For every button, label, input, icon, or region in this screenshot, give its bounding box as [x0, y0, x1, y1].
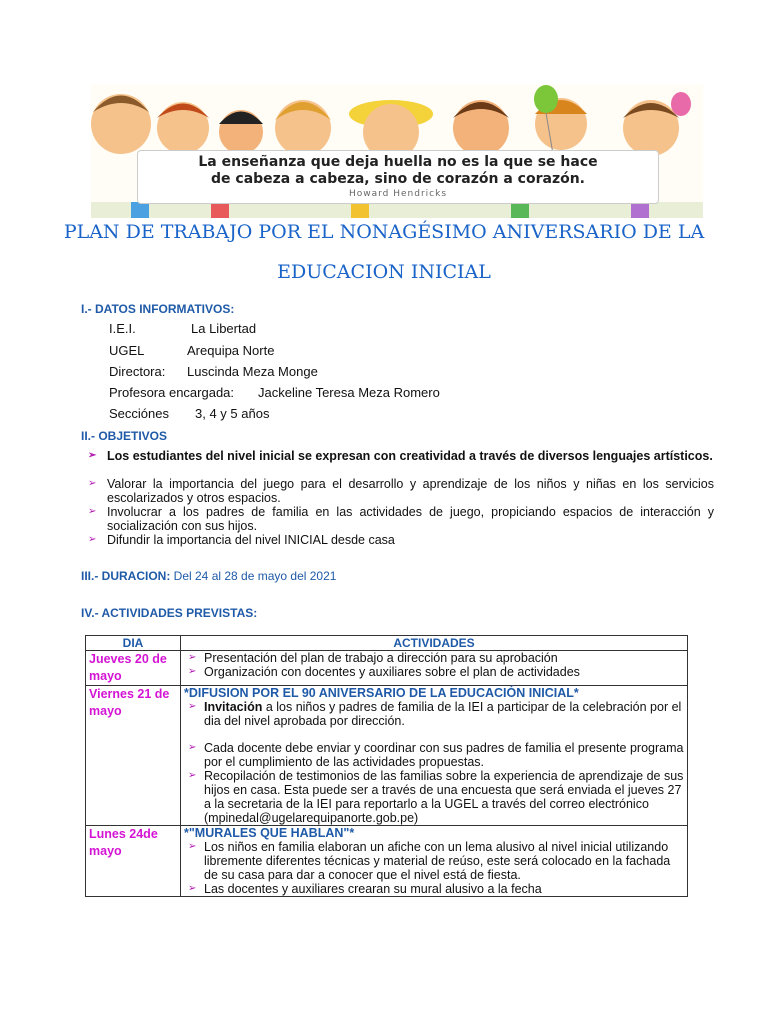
info-value-directora: Luscinda Meza Monge [187, 364, 318, 379]
quote-line-2: de cabeza a cabeza, sino de corazón a corazón. [211, 171, 585, 187]
info-value-profesora: Jackeline Teresa Meza Romero [258, 385, 440, 400]
column-header-actividades: ACTIVIDADES [181, 636, 688, 651]
arrow-bullet-icon: ➢ [188, 701, 197, 712]
activities-cell [181, 651, 688, 686]
column-header-dia: DIA [86, 636, 181, 651]
activities-cell [181, 826, 688, 897]
activities-table [85, 635, 688, 897]
quote-box [137, 150, 659, 204]
list-item: ➢ Cada docente debe enviar y coordinar con sus padres de familia el presente programa por el cumplimiento de las actividades propuestas. [188, 741, 684, 769]
table-row [86, 686, 688, 826]
info-label-profesora: Profesora encargada: [109, 385, 235, 400]
section-heading-actividades: IV.- ACTIVIDADES PREVISTAS: [81, 606, 258, 620]
list-item: ➢ Las docentes y auxiliares crearan su mural alusivo a la fecha [188, 882, 542, 896]
day-cell: Jueves 20 de mayo [86, 651, 181, 686]
arrow-bullet-icon: ➢ [188, 652, 197, 663]
activity-header: *"MURALES QUE HABLAN"* [184, 826, 355, 840]
table-row [86, 826, 688, 897]
arrow-bullet-icon: ➢ [88, 450, 97, 461]
arrow-bullet-icon: ➢ [188, 742, 197, 753]
duracion-value: Del 24 al 28 de mayo del 2021 [173, 569, 337, 583]
quote-line-1: La enseñanza que deja huella no es la que se hace [198, 154, 598, 170]
section-duracion [81, 569, 336, 583]
info-label-secciones: Secciónes [109, 406, 169, 421]
page-title-line-2: EDUCACION INICIAL [277, 261, 491, 283]
section-heading-duracion: III.- DURACION: [81, 569, 171, 583]
list-item: ➢ Presentación del plan de trabajo a dirección para su aprobación [188, 651, 558, 665]
section-heading-datos: I.- DATOS INFORMATIVOS: [81, 302, 235, 316]
banner-image [91, 84, 703, 218]
objective-item: ➢ Involucrar a los padres de familia en las actividades de juego, propiciando espacios de interacción y socialización con sus hijos. [88, 505, 714, 533]
info-label-iei: I.E.I. [109, 321, 136, 336]
arrow-bullet-icon: ➢ [188, 770, 197, 781]
info-value-ugel: Arequipa Norte [187, 343, 275, 358]
list-item: ➢ Recopilación de testimonios de las familias sobre la experiencia de aprendizaje de sus hijos en casa. Esta puede ser a través de una encuesta que será enviada el jueves 27 a la secretaria de la IEI para reportarlo a la UGEL a través del correo electrónico (mpinedal@ugelarequipanorte.gob.pe) [188, 769, 684, 825]
section-heading-objetivos: II.- OBJETIVOS [81, 429, 168, 443]
info-label-ugel: UGEL [109, 343, 145, 358]
activity-header: *DIFUSION POR EL 90 ANIVERSARIO DE LA EDUCACIÓN INICIAL* [184, 686, 579, 700]
list-item: ➢ Los niños en familia elaboran un afiche con un lema alusivo al nivel inicial utilizando libremente diferentes técnicas y material de reúso, este será colocado en la fachada de su casa para dar a conocer que el nivel está de fiesta. [188, 840, 671, 882]
arrow-bullet-icon: ➢ [88, 478, 97, 489]
arrow-bullet-icon: ➢ [88, 506, 97, 517]
info-label-directora: Directora: [109, 364, 166, 379]
objective-item: ➢ Los estudiantes del nivel inicial se expresan con creatividad a través de diversos lenguajes artísticos. [88, 449, 713, 463]
quote-text [138, 154, 658, 188]
table-row [86, 651, 688, 686]
quote-author: Howard Hendricks [348, 189, 448, 199]
day-cell: Lunes 24de mayo [86, 826, 181, 897]
day-cell: Viernes 21 de mayo [86, 686, 181, 826]
arrow-bullet-icon: ➢ [188, 883, 197, 894]
info-value-secciones: 3, 4 y 5 años [195, 406, 270, 421]
list-item: ➢ Invitación a los niños y padres de familia de la IEI a participar de la celebración por el dia del nivel aprobada por dirección. [188, 700, 682, 728]
page-title-line-1: PLAN DE TRABAJO POR EL NONAGÉSIMO ANIVERSARIO DE LA [63, 221, 705, 243]
arrow-bullet-icon: ➢ [188, 666, 197, 677]
info-value-iei: La Libertad [191, 321, 257, 336]
objective-item: ➢ Valorar la importancia del juego para el desarrollo y aprendizaje de los niños y niñas en los servicios escolarizados y otros espacios. [88, 477, 714, 505]
arrow-bullet-icon: ➢ [188, 841, 197, 852]
table-header-row [86, 636, 688, 651]
arrow-bullet-icon: ➢ [88, 534, 97, 545]
activities-cell [181, 686, 688, 826]
objective-item: ➢ Difundir la importancia del nivel INICIAL desde casa [88, 533, 395, 547]
list-item: ➢ Organización con docentes y auxiliares sobre el plan de actividades [188, 665, 580, 679]
